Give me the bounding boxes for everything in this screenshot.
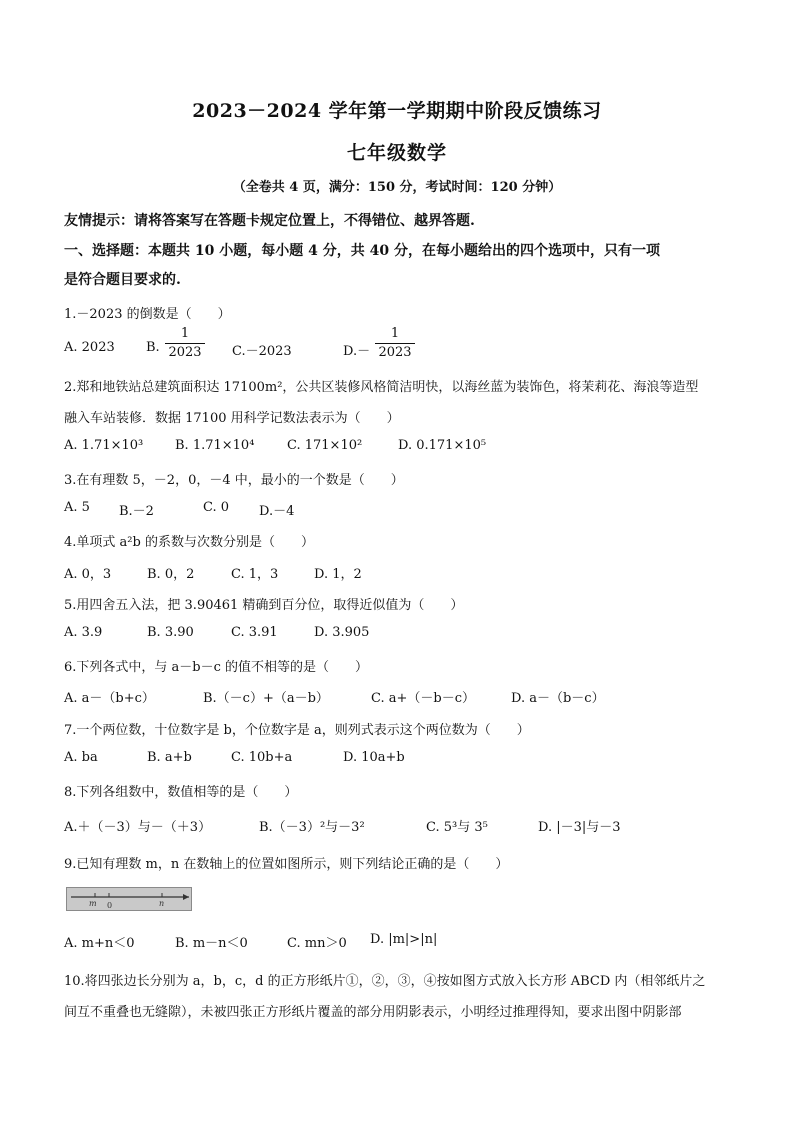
exam-info: （全卷共 4 页，满分：150 分，考试时间：120 分钟） bbox=[232, 180, 562, 195]
q9-option-b: B. m－n＜0 bbox=[175, 936, 248, 951]
q2-option-c: C. 171×10² bbox=[287, 438, 363, 453]
arrow-icon bbox=[183, 894, 189, 900]
q2-option-d: D. 0.171×10⁵ bbox=[398, 438, 487, 453]
q1-option-d-prefix: D.－ bbox=[343, 344, 371, 359]
q1-b-denominator: 2023 bbox=[168, 345, 202, 360]
q4-option-d: D. 1，2 bbox=[314, 567, 362, 582]
q5-option-c: C. 3.91 bbox=[231, 625, 278, 640]
q1-option-d-fraction bbox=[375, 326, 415, 361]
label-zero: 0 bbox=[107, 901, 113, 910]
q3-option-b: B.－2 bbox=[119, 504, 154, 519]
q2-option-a: A. 1.71×10³ bbox=[64, 438, 144, 453]
fraction-bar bbox=[165, 343, 205, 344]
q1-stem: 1.－2023 的倒数是（ ） bbox=[64, 307, 231, 322]
friendly-tip: 友情提示：请将答案写在答题卡规定位置上，不得错位、越界答题. bbox=[64, 213, 475, 229]
q3-option-a: A. 5 bbox=[64, 500, 90, 515]
q5-option-b: B. 3.90 bbox=[147, 625, 194, 640]
q5-option-a: A. 3.9 bbox=[64, 625, 103, 640]
q9-option-d: D. |m|>|n| bbox=[370, 932, 438, 947]
q6-option-d: D. a－（b－c） bbox=[511, 691, 605, 706]
q1-d-denominator: 2023 bbox=[378, 345, 412, 360]
q6-option-a: A. a－（b+c） bbox=[64, 691, 155, 706]
q7-option-c: C. 10b+a bbox=[231, 750, 293, 765]
q3-stem: 3.在有理数 5，－2，0，－4 中，最小的一个数是（ ） bbox=[64, 473, 404, 488]
q2-stem-line2: 融入车站装修．数据 17100 用科学记数法表示为（ ） bbox=[64, 411, 400, 426]
q3-option-d: D.－4 bbox=[259, 504, 295, 519]
q7-stem: 7.一个两位数，十位数字是 b，个位数字是 a，则列式表示这个两位数为（ ） bbox=[64, 723, 530, 738]
q2-stem-line1: 2.郑和地铁站总建筑面积达 17100m²，公共区装修风格简洁明快，以海丝蓝为装饰色，将茉莉花、海浪等造型 bbox=[64, 380, 699, 395]
q1-option-a: A. 2023 bbox=[64, 340, 115, 355]
number-line-svg bbox=[67, 888, 191, 910]
q1-option-b-fraction bbox=[165, 326, 205, 361]
exam-subtitle: 七年级数学 bbox=[346, 142, 447, 164]
q10-stem-line2: 间互不重叠也无缝隙），未被四张正方形纸片覆盖的部分用阴影表示，小明经过推理得知，要求出图中阴影部 bbox=[64, 1005, 682, 1020]
q6-stem: 6.下列各式中，与 a－b－c 的值不相等的是（ ） bbox=[64, 660, 369, 675]
q2-option-b: B. 1.71×10⁴ bbox=[175, 438, 255, 453]
q4-option-a: A. 0，3 bbox=[64, 567, 112, 582]
exam-title: 2023－2024 学年第一学期期中阶段反馈练习 bbox=[192, 100, 602, 122]
q8-option-b: B.（－3）²与－3² bbox=[259, 820, 365, 835]
q9-stem: 9.已知有理数 m，n 在数轴上的位置如图所示，则下列结论正确的是（ ） bbox=[64, 857, 509, 872]
q5-option-d: D. 3.905 bbox=[314, 625, 370, 640]
q1-d-numerator: 1 bbox=[390, 326, 400, 341]
q6-option-b: B.（－c）+（a－b） bbox=[203, 691, 329, 706]
label-n: n bbox=[159, 899, 165, 908]
section1-heading-line1: 一、选择题：本题共 10 小题，每小题 4 分，共 40 分，在每小题给出的四个选项中，只有一项 bbox=[64, 243, 660, 259]
q8-stem: 8.下列各组数中，数值相等的是（ ） bbox=[64, 785, 298, 800]
q3-option-c: C. 0 bbox=[203, 500, 230, 515]
q9-option-c: C. mn＞0 bbox=[287, 936, 347, 951]
q7-option-d: D. 10a+b bbox=[343, 750, 405, 765]
q1-b-numerator: 1 bbox=[180, 326, 190, 341]
number-line-figure bbox=[66, 887, 192, 911]
q4-option-b: B. 0，2 bbox=[147, 567, 195, 582]
q7-option-a: A. ba bbox=[64, 750, 98, 765]
q6-option-c: C. a+（－b－c） bbox=[371, 691, 475, 706]
section1-heading-line2: 是符合题目要求的. bbox=[64, 272, 181, 288]
q10-stem-line1: 10.将四张边长分别为 a，b，c，d 的正方形纸片①，②，③，④按如图方式放入长方形 ABCD 内（相邻纸片之 bbox=[64, 974, 706, 989]
q7-option-b: B. a+b bbox=[147, 750, 192, 765]
q4-stem: 4.单项式 a²b 的系数与次数分别是（ ） bbox=[64, 535, 314, 550]
label-m: m bbox=[89, 899, 97, 908]
q1-option-c: C.－2023 bbox=[232, 344, 292, 359]
q1-option-b-prefix: B. bbox=[146, 340, 160, 355]
q8-option-a: A.＋（－3）与－（＋3） bbox=[64, 820, 212, 835]
q9-option-a: A. m+n＜0 bbox=[64, 936, 135, 951]
q8-option-c: C. 5³与 3⁵ bbox=[426, 820, 488, 835]
q8-option-d: D. |－3|与－3 bbox=[538, 820, 621, 835]
fraction-bar bbox=[375, 343, 415, 344]
q4-option-c: C. 1，3 bbox=[231, 567, 279, 582]
q5-stem: 5.用四舍五入法，把 3.90461 精确到百分位，取得近似值为（ ） bbox=[64, 598, 464, 613]
